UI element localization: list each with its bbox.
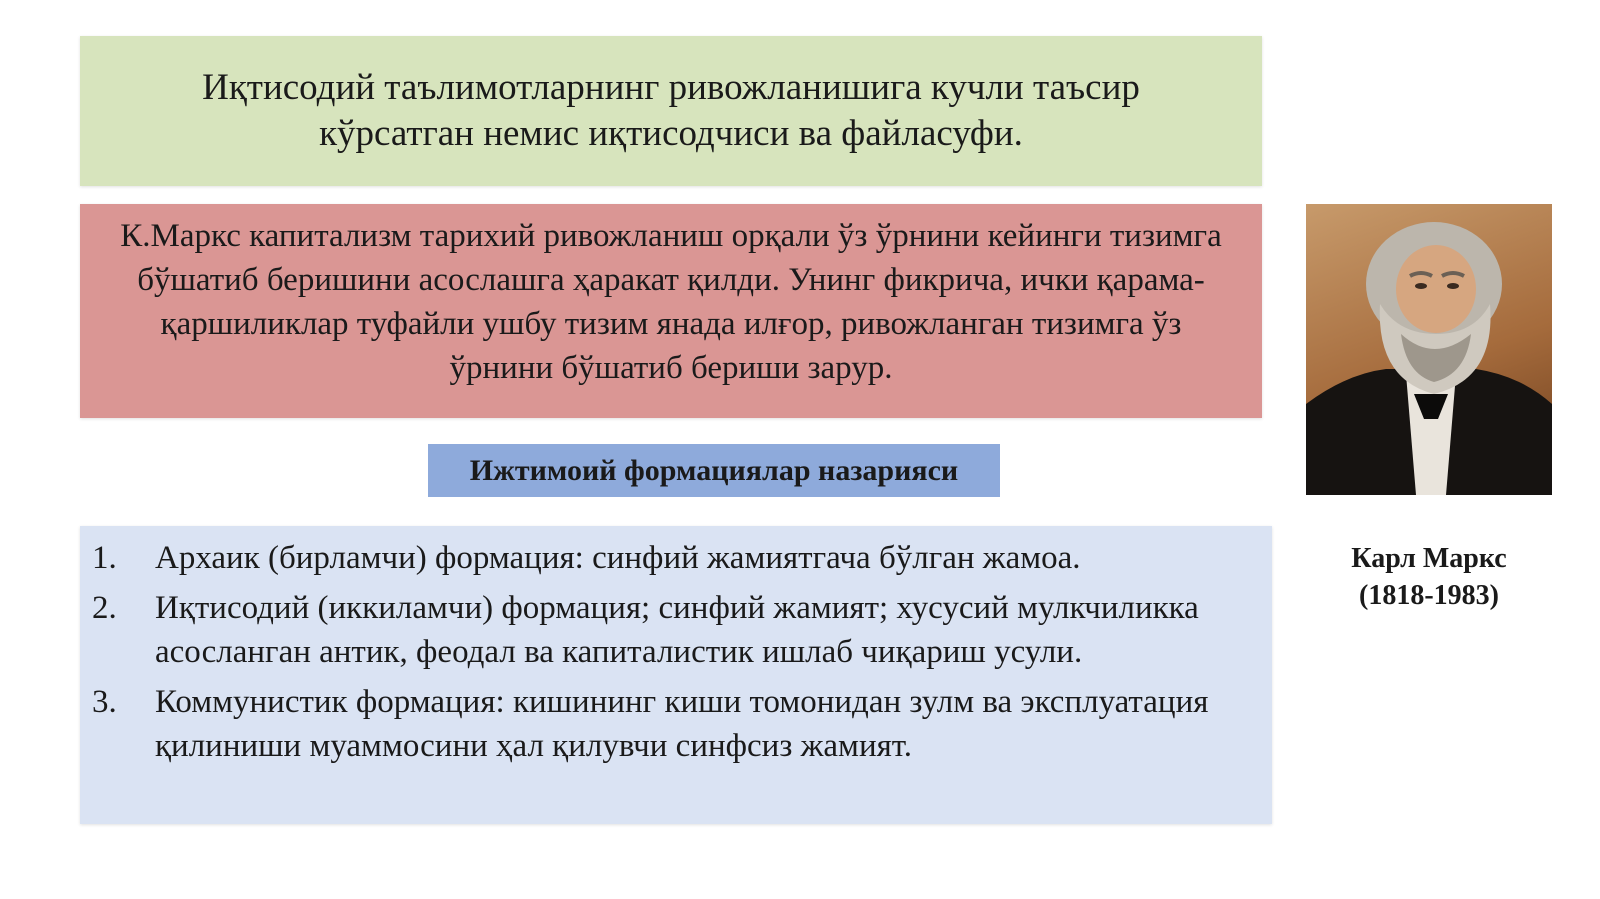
portrait-caption [1306,540,1552,614]
portrait-illustration [1306,204,1552,495]
list-text: Иқтисодий (иккиламчи) формация; синфий жамият; хусусий мулкчиликка асосланган антик, феодал ва капиталистик ишлаб чиқариш усули. [155,590,1199,670]
list-text: Архаик (бирламчи) формация: синфий жамиятгача бўлган жамоа. [155,540,1081,576]
list-item [90,536,1252,580]
title-box [80,36,1262,186]
theory-label-text: Ижтимоий формациялар назарияси [469,453,959,487]
list-number: 2. [92,590,117,626]
list-number: 3. [92,684,117,720]
portrait-name: Карл Маркс [1351,543,1507,574]
list-item [90,680,1252,768]
theory-label [428,444,1000,497]
description-box [80,204,1262,418]
formations-list [80,526,1272,824]
slide-title: Иқтисодий таълимотларнинг ривожланишига кучли таъсир кўрсатган немис иқтисодчиси ва файласуфи. [202,67,1140,154]
list-number: 1. [92,540,117,576]
list-item [90,586,1252,674]
list-text: Коммунистик формация: кишининг киши томонидан зулм ва эксплуатация қилиниши муаммосини ҳал қилувчи синфсиз жамият. [155,684,1209,764]
description-text: К.Маркс капитализм тарихий ривожланиш орқали ўз ўрнини кейинги тизимга бўшатиб беришини асослашга ҳаракат қилди. Унинг фикрича, ички қарама-қаршиликлар туфайли ушбу тизим янада илғор, ривожланган тизимга ўз ўрнини бўшатиб бериши зарур. [120,218,1222,386]
portrait-image [1306,204,1552,495]
portrait-years: (1818-1983) [1359,580,1499,611]
